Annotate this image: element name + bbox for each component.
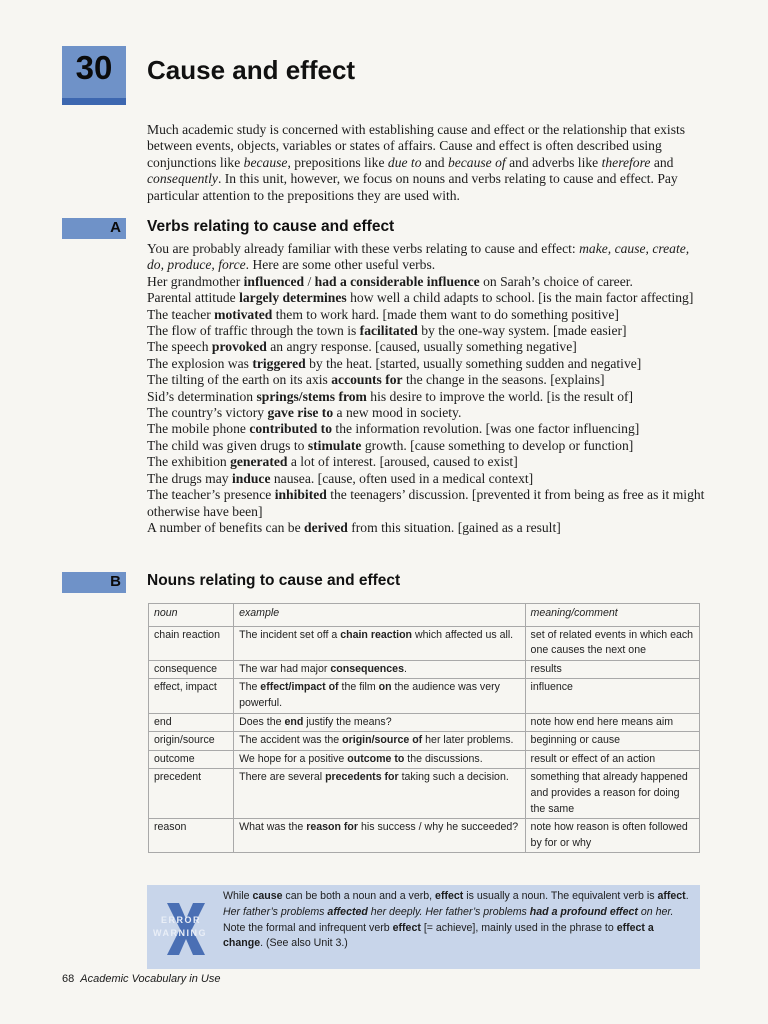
example-cell: The incident set off a chain reaction which affected us all. — [234, 626, 525, 660]
header-noun: noun — [149, 604, 234, 627]
table-header-row — [149, 604, 700, 627]
example-cell: There are several precedents for taking such a decision. — [234, 769, 525, 819]
noun-cell: precedent — [149, 769, 234, 819]
error-warning-box — [147, 885, 700, 969]
section-a-line: The mobile phone contributed to the information revolution. [was one factor influencing] — [147, 421, 640, 437]
section-a-line: The teacher motivated them to work hard. [made them want to do something positive] — [147, 306, 619, 322]
noun-cell: end — [149, 713, 234, 732]
intro-text: Much academic study is concerned with establishing cause and effect or the relationship that exists between events, objects, variables or states of affairs. Cause and effect is often described using conjunctions like because, prepositions like due to and because of and adverbs like therefore and consequently. In this unit, however, we focus on nouns and verbs relating to cause and effect. Pay particular attention to the prepositions they are used with. — [147, 122, 686, 203]
meaning-cell: something that already happened and provides a reason for doing the same — [525, 769, 699, 819]
meaning-cell: results — [525, 660, 699, 679]
meaning-cell: influence — [525, 679, 699, 713]
unit-number-box — [62, 46, 126, 105]
example-cell: The effect/impact of the film on the audience was very powerful. — [234, 679, 525, 713]
noun-cell: effect, impact — [149, 679, 234, 713]
page-title: Cause and effect — [147, 55, 356, 85]
noun-cell: chain reaction — [149, 626, 234, 660]
section-a-line: The child was given drugs to stimulate growth. [cause something to develop or function] — [147, 437, 634, 453]
intro-paragraph — [147, 122, 707, 204]
section-a-line: The country’s victory gave rise to a new mood in society. — [147, 405, 462, 421]
table-row — [149, 769, 700, 819]
section-a-body — [147, 241, 707, 536]
section-a-tab — [62, 218, 126, 239]
section-a-line: A number of benefits can be derived from this situation. [gained as a result] — [147, 519, 561, 535]
section-a-line: The speech provoked an angry response. [caused, usually something negative] — [147, 339, 577, 355]
section-b-letter: B — [110, 573, 121, 590]
table-body — [149, 626, 700, 853]
meaning-cell: set of related events in which each one causes the next one — [525, 626, 699, 660]
meaning-cell: result or effect of an action — [525, 750, 699, 769]
table-row — [149, 732, 700, 751]
section-a-line: Parental attitude largely determines how well a child adapts to school. [is the main factor affecting] — [147, 290, 694, 306]
section-b-tab — [62, 572, 126, 593]
section-a-line: The drugs may induce nausea. [cause, often used in a medical context] — [147, 470, 534, 486]
noun-cell: consequence — [149, 660, 234, 679]
section-a-line: The teacher’s presence inhibited the teenagers’ discussion. [prevented it from being as free as it might otherwise have been] — [147, 487, 705, 519]
section-a-line: The flow of traffic through the town is facilitated by the one-way system. [made easier] — [147, 323, 627, 339]
example-cell: The war had major consequences. — [234, 660, 525, 679]
noun-cell: origin/source — [149, 732, 234, 751]
section-a-line: The explosion was triggered by the heat. [started, usually something sudden and negative] — [147, 355, 642, 371]
section-a-letter: A — [110, 219, 121, 236]
meaning-cell: beginning or cause — [525, 732, 699, 751]
section-a-line: The exhibition generated a lot of interest. [aroused, caused to exist] — [147, 454, 518, 470]
table-row — [149, 750, 700, 769]
example-cell: What was the reason for his success / why he succeeded? — [234, 819, 525, 853]
unit-number: 30 — [75, 49, 113, 86]
meaning-cell: note how reason is often followed by for or why — [525, 819, 699, 853]
table-row — [149, 626, 700, 660]
section-a-line: The tilting of the earth on its axis accounts for the change in the seasons. [explains] — [147, 372, 605, 388]
page-number: 68 — [62, 973, 75, 985]
warning-label-top: ERROR — [161, 915, 202, 925]
header-example: example — [234, 604, 525, 627]
section-a-line: Sid’s determination springs/stems from his desire to improve the world. [is the result of] — [147, 388, 634, 404]
noun-cell: reason — [149, 819, 234, 853]
section-a-line: Her grandmother influenced / had a considerable influence on Sarah’s choice of career. — [147, 273, 633, 289]
book-title: Academic Vocabulary in Use — [80, 973, 221, 985]
meaning-cell: note how end here means aim — [525, 713, 699, 732]
example-cell: We hope for a positive outcome to the discussions. — [234, 750, 525, 769]
noun-cell: outcome — [149, 750, 234, 769]
section-a-title: Verbs relating to cause and effect — [147, 218, 395, 235]
vocabulary-table — [148, 603, 700, 853]
header-meaning: meaning/comment — [525, 604, 699, 627]
table-row — [149, 713, 700, 732]
warning-text: While cause can be both a noun and a verb, effect is usually a noun. The equivalent verb is affect. Her father’s problems affected her deeply. Her father’s problems had a profound effect on her. Note the formal and infrequent verb effect [= achieve], mainly used in the phrase to effect a change. (See also Unit 3.) — [223, 890, 689, 950]
example-cell: Does the end justify the means? — [234, 713, 525, 732]
section-b-title: Nouns relating to cause and effect — [147, 572, 401, 589]
table-row — [149, 819, 700, 853]
table-row — [149, 679, 700, 713]
warning-label-bottom: WARNING — [153, 928, 207, 938]
section-a-line: You are probably already familiar with these verbs relating to cause and effect: make, cause, create, do, produce, force. Here are some other useful verbs. — [147, 241, 690, 273]
table-row — [149, 660, 700, 679]
example-cell: The accident was the origin/source of her later problems. — [234, 732, 525, 751]
page-footer — [62, 973, 220, 985]
